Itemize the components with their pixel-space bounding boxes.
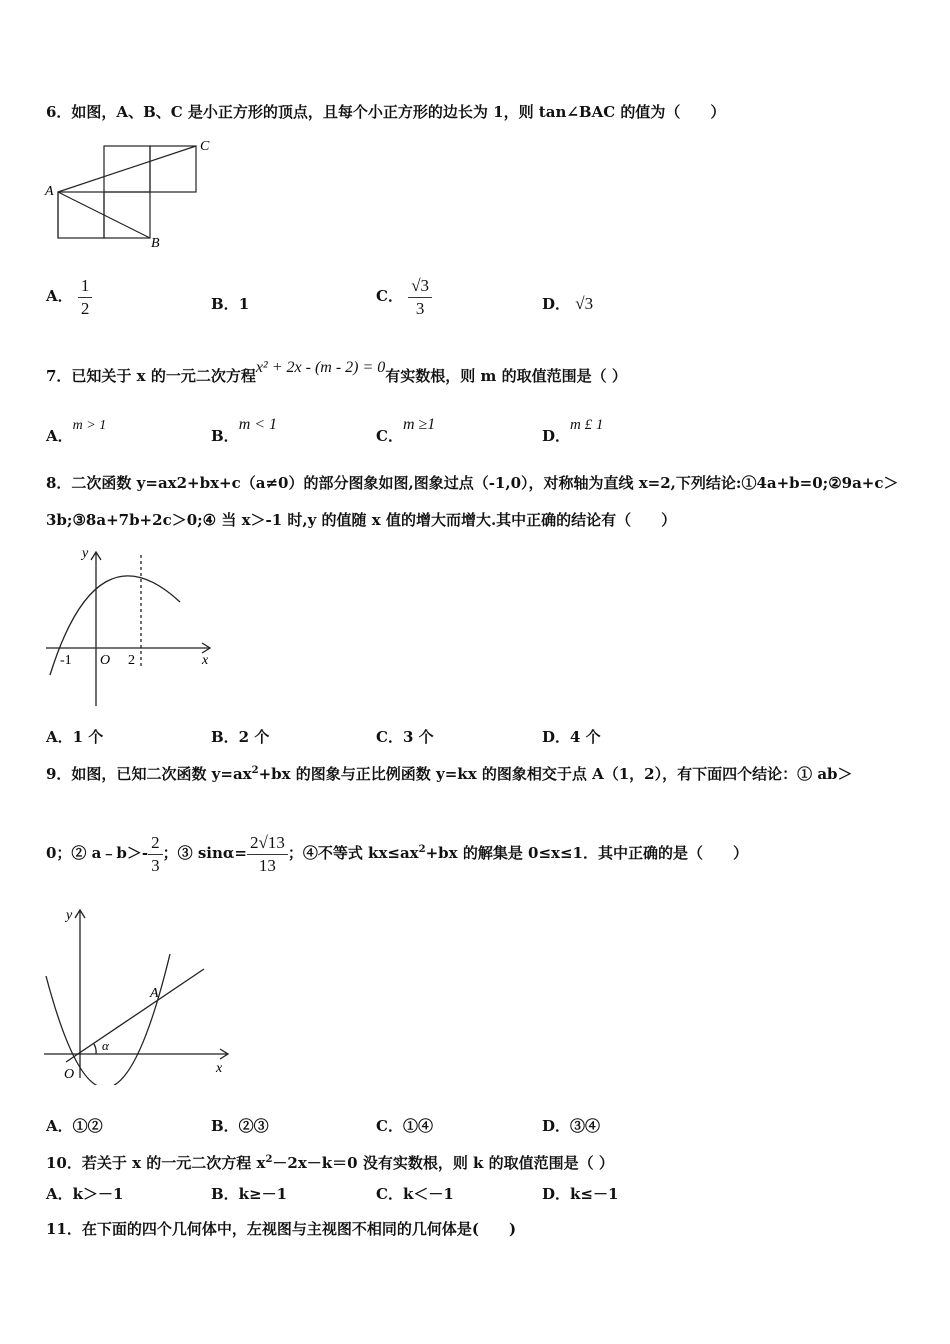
q6-grid-figure bbox=[42, 135, 222, 250]
q7-option-d[interactable] bbox=[542, 417, 604, 447]
q9-frac1-num: 2 bbox=[148, 832, 163, 855]
q8-text-line1: 8．二次函数 y=ax2+bx+c（a≠0）的部分图象如图,图象过点（-1,0），对称轴为直线 x=2,下列结论:①4a+b=0;②9a+c＞ bbox=[46, 474, 899, 492]
q10-option-a[interactable]: A．k＞－1 bbox=[46, 1185, 124, 1203]
q10-text bbox=[46, 1150, 614, 1173]
q6-option-b[interactable] bbox=[211, 294, 249, 314]
q8-option-c[interactable]: C．3 个 bbox=[376, 728, 434, 746]
q9-option-b[interactable]: B．②③ bbox=[211, 1117, 269, 1135]
q9-label-y: y bbox=[66, 908, 73, 923]
q7-equation: x² + 2x - (m - 2) = 0 bbox=[255, 359, 386, 376]
q6-a-den: 2 bbox=[80, 298, 90, 318]
q6-text: 6．如图，A、B、C 是小正方形的顶点，且每个小正方形的边长为 1，则 tan∠BAC 的值为（ ） bbox=[46, 103, 726, 121]
q9-text-line1 bbox=[46, 761, 853, 784]
q6-option-c[interactable] bbox=[376, 272, 432, 320]
q7-text bbox=[46, 359, 627, 387]
q10-option-c[interactable]: C．k＜－1 bbox=[376, 1185, 454, 1203]
q8-option-a[interactable]: A．1 个 bbox=[46, 728, 104, 746]
q9-label-a: A bbox=[150, 986, 159, 1001]
q7-option-b-label: B． bbox=[211, 427, 239, 445]
q8-label-two: 2 bbox=[128, 653, 135, 668]
q10-option-b[interactable]: B．k≥－1 bbox=[211, 1185, 288, 1203]
q9-frac2-den: 13 bbox=[258, 855, 276, 875]
q6-option-b-value: 1 bbox=[238, 295, 250, 313]
q6-option-a-fraction bbox=[78, 275, 93, 320]
q8-text-line2: 3b;③8a+7b+2c＞0;④ 当 x＞-1 时,y 的值随 x 值的增大而增大.其中正确的结论有（ ） bbox=[46, 511, 677, 529]
q9-line1-sup: 2 bbox=[251, 765, 259, 776]
q9-line2-part4: +bx 的解集是 0≤x≤1．其中正确的是（ ） bbox=[425, 844, 748, 862]
q9-option-d[interactable]: D．③④ bbox=[542, 1117, 601, 1135]
q11-text: 11．在下面的四个几何体中，左视图与主视图不相同的几何体是( ) bbox=[46, 1220, 517, 1238]
q9-line2-part2: ；③ sinα= bbox=[162, 844, 247, 862]
q9-label-x: x bbox=[216, 1061, 223, 1076]
q9-frac2-num: 2√13 bbox=[247, 832, 288, 855]
q6-option-d[interactable] bbox=[542, 294, 593, 314]
q10-text-b: －2x－k＝0 没有实数根，则 k 的取值范围是（ ） bbox=[272, 1154, 614, 1172]
q6-option-c-label: C． bbox=[376, 287, 403, 305]
q9-line2-sup: 2 bbox=[418, 844, 426, 855]
q9-function-figure bbox=[38, 900, 238, 1085]
q9-frac1 bbox=[148, 832, 163, 877]
q9-line2-part1: 0；② a﹣b＞- bbox=[46, 844, 149, 862]
q7-option-b-value: m < 1 bbox=[238, 416, 278, 433]
q6-a-num: 1 bbox=[78, 275, 93, 298]
q7-option-d-label: D． bbox=[542, 427, 571, 445]
q7-option-c-label: C． bbox=[376, 427, 403, 445]
q9-option-c[interactable]: C．①④ bbox=[376, 1117, 433, 1135]
q8-option-b[interactable]: B．2 个 bbox=[211, 728, 270, 746]
q9-frac2 bbox=[247, 832, 288, 877]
q9-option-a[interactable]: A．①② bbox=[46, 1117, 103, 1135]
q7-option-b[interactable] bbox=[211, 416, 278, 447]
q9-text-line2 bbox=[46, 826, 748, 877]
q8-label-origin: O bbox=[100, 653, 111, 668]
q8-label-neg1: -1 bbox=[60, 653, 72, 668]
q6-label-c: C bbox=[200, 139, 210, 154]
q7-option-c-value: m ≥1 bbox=[402, 416, 436, 433]
q10-text-sup: 2 bbox=[265, 1154, 273, 1165]
q6-label-b: B bbox=[151, 236, 160, 250]
q8-label-x: x bbox=[202, 653, 209, 668]
q8-label-y: y bbox=[82, 546, 89, 561]
q9-frac1-den: 3 bbox=[151, 855, 160, 875]
q9-line1-b: +bx 的图象与正比例函数 y=kx 的图象相交于点 A（1，2），有下面四个结论：① ab＞ bbox=[258, 765, 853, 783]
q8-option-d[interactable]: D．4 个 bbox=[542, 728, 601, 746]
q6-label-a: A bbox=[45, 184, 54, 199]
q6-option-a-label: A． bbox=[46, 287, 73, 305]
q9-line1-a: 9．如图，已知二次函数 y=ax bbox=[46, 765, 252, 783]
q10-text-a: 10．若关于 x 的一元二次方程 x bbox=[46, 1154, 266, 1172]
q6-option-a[interactable] bbox=[46, 272, 92, 320]
q6-option-b-label: B． bbox=[211, 295, 239, 313]
q7-option-c[interactable] bbox=[376, 416, 436, 447]
q9-label-alpha: α bbox=[102, 1038, 109, 1053]
q7-text-after: 有实数根，则 m 的取值范围是（ ） bbox=[385, 367, 627, 385]
q7-option-a[interactable] bbox=[46, 418, 107, 448]
q6-option-c-fraction bbox=[408, 275, 432, 320]
q6-c-den: 3 bbox=[415, 298, 425, 318]
q7-option-a-label: A． bbox=[46, 427, 73, 445]
q8-parabola-figure bbox=[40, 540, 220, 712]
q10-option-d[interactable]: D．k≤－1 bbox=[542, 1185, 619, 1203]
q6-option-d-value: √3 bbox=[575, 294, 594, 313]
q6-option-d-label: D． bbox=[542, 295, 571, 313]
q7-option-d-value: m £ 1 bbox=[570, 417, 604, 433]
q9-label-origin: O bbox=[64, 1067, 75, 1082]
q9-line2-part3: ；④不等式 kx≤ax bbox=[287, 844, 419, 862]
q7-option-a-value: m > 1 bbox=[72, 418, 107, 433]
q7-text-before: 7．已知关于 x 的一元二次方程 bbox=[46, 367, 256, 385]
q6-c-num: √3 bbox=[408, 275, 432, 298]
